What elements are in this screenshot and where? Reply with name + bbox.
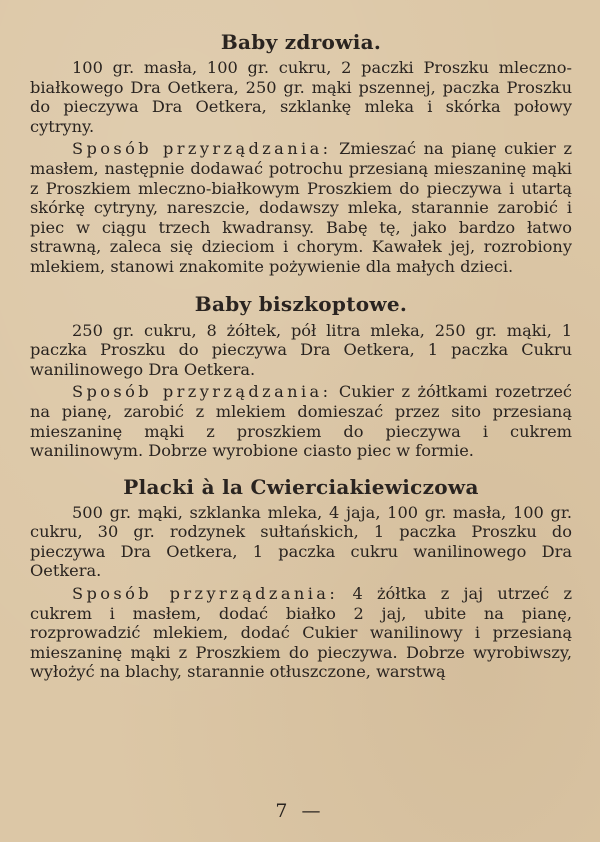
recipe-baby-biszkoptowe <box>30 292 572 461</box>
method-text: 4 żółtka z jaj utrzeć z cukrem i masłem, dodać białko 2 jaj, ubite na pianę, rozprowadzić mlekiem, dodać Cukier wanilinowy i przesianą mieszaninę mąki z Proszkiem do pieczywa. Dobrze wyrobiwszy, wyłożyć na blachy, starannie otłuszczone, warstwą <box>30 584 572 682</box>
recipe-method <box>30 139 572 276</box>
recipe-placki <box>30 475 572 682</box>
recipe-baby-zdrowia <box>30 30 572 277</box>
method-text: Cukier z żółtkami rozetrzeć na pianę, zarobić z mlekiem domieszać przez sito przesianą mieszaninę mąki z proszkiem do pieczywa i cukrem wanilinowym. Dobrze wyrobione ciasto piec w formie. <box>30 382 573 461</box>
recipe-ingredients: 100 gr. masła, 100 gr. cukru, 2 paczki Proszku mleczno-białkowego Dra Oetkera, 250 gr. mąki pszennej, paczka Proszku do pieczywa Dra Oetkera, szklankę mleka i skórka połowy cytryny. <box>30 58 572 136</box>
method-label: Sposób przyrządzania: <box>72 382 332 402</box>
recipe-method <box>30 584 572 682</box>
recipe-ingredients: 500 gr. mąki, szklanka mleka, 4 jaja, 100 gr. masła, 100 gr. cukru, 30 gr. rodzynek sułtańskich, 1 paczka Proszku do pieczywa Dra Oetkera, 1 paczka cukru wanilinowego Dra Oetkera. <box>30 502 572 581</box>
recipe-title: Baby zdrowia. <box>220 30 382 54</box>
recipe-title: Baby biszkoptowe. <box>194 291 408 316</box>
recipe-ingredients: 250 gr. cukru, 8 żółtek, pół litra mleka, 250 gr. mąki, 1 paczka Proszku do pieczywa Dra Oetkera, 1 paczka Cukru wanilinowego Dra Oetkera. <box>30 320 572 379</box>
method-text: Zmieszać na pianę cukier z masłem, następnie dodawać potrochu przesianą mieszaninę mąki z Proszkiem mleczno-białkowym Proszkiem do pieczywa i utartą skórkę cytryny, nareszcie, dodawszy mleka, starannie zarobić i piec w ciągu trzech kwadransy. Babę tę, jako bardzo łatwo strawną, zaleca się dzieciom i chorym. Kawałek jej, rozrobiony mlekiem, stanowi znakomite pożywienie dla małych dzieci. <box>30 139 572 276</box>
page-number: 7 — <box>275 800 325 822</box>
method-label: Sposób przyrządzania: <box>72 139 332 159</box>
recipe-method <box>30 382 572 460</box>
recipe-title: Placki à la Cwierciakiewiczowa <box>123 474 479 499</box>
method-label: Sposób przyrządzania: <box>72 584 339 604</box>
